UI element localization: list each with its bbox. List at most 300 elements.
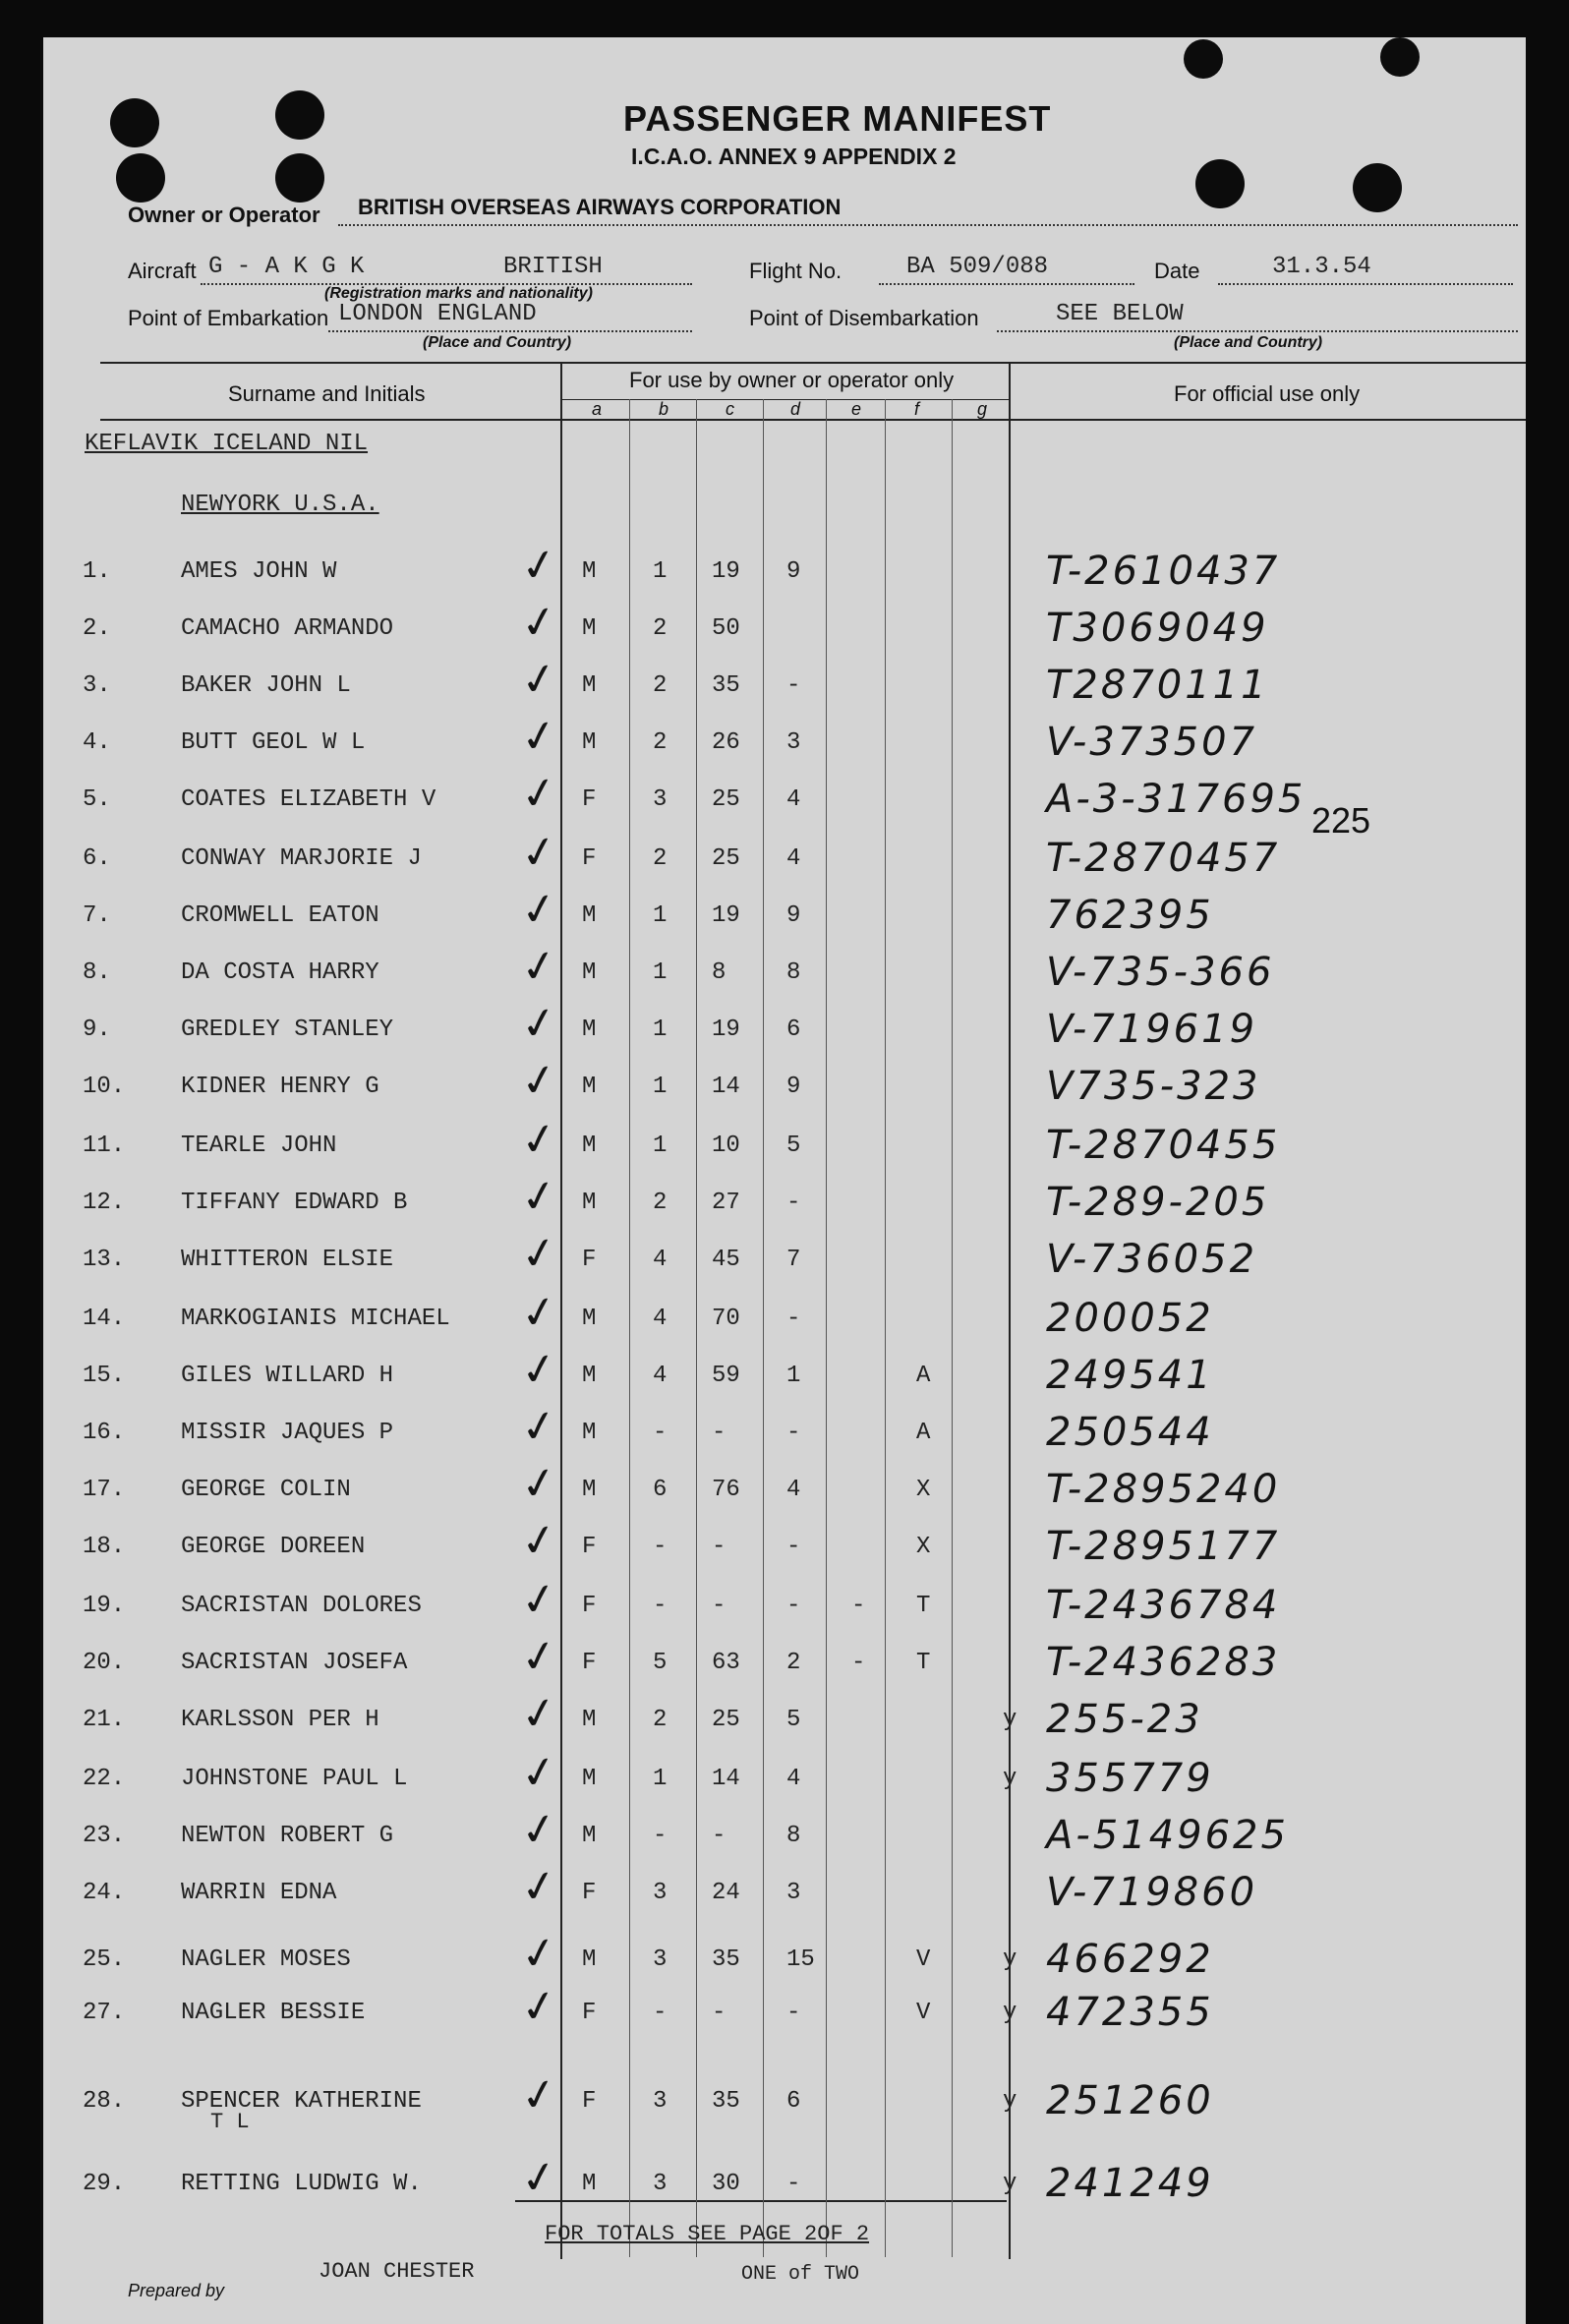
- checkmark-icon: ✓: [516, 1285, 562, 1341]
- col-d-value: 4: [786, 786, 801, 813]
- row-number: 3.: [83, 672, 111, 699]
- col-c-value: 10: [712, 1133, 740, 1159]
- table-row: [43, 939, 1526, 999]
- table-row: [43, 1513, 1526, 1573]
- checkmark-icon: ✓: [516, 538, 562, 594]
- passenger-name: NAGLER BESSIE: [181, 2000, 366, 2026]
- official-number: A-3-317695: [1046, 777, 1307, 822]
- col-d-value: -: [786, 2000, 801, 2026]
- passenger-name: GEORGE DOREEN: [181, 1534, 366, 1560]
- col-a-sex: M: [582, 1823, 597, 1849]
- disembarkation-note: (Place and Country): [1174, 334, 1323, 351]
- flight-number: BA 509/088: [906, 254, 1049, 280]
- date-value: 31.3.54: [1272, 254, 1371, 280]
- table-row: [43, 1112, 1526, 1172]
- col-a-sex: M: [582, 2171, 597, 2197]
- checkmark-icon: ✓: [516, 1342, 562, 1398]
- official-number: T-2895240: [1046, 1467, 1281, 1512]
- official-number: T-2436784: [1046, 1583, 1281, 1628]
- col-b-value: 1: [653, 1074, 668, 1100]
- checkmark-icon: ✓: [516, 2150, 562, 2206]
- section-newyork: NEWYORK U.S.A.: [181, 492, 379, 518]
- col-f-value: V: [916, 2000, 931, 2026]
- col-c-value: 35: [712, 672, 740, 699]
- table-row: [43, 1859, 1526, 1919]
- official-number: V-735-366: [1046, 950, 1275, 995]
- col-a-sex: F: [582, 1880, 597, 1906]
- checkmark-icon: ✓: [516, 1926, 562, 1982]
- table-row: [43, 709, 1526, 769]
- col-b-value: 5: [653, 1650, 668, 1676]
- col-a-sex: F: [582, 786, 597, 813]
- table-row: [43, 1979, 1526, 2039]
- checkmark-icon: ✓: [516, 1859, 562, 1915]
- col-a-sex: M: [582, 902, 597, 929]
- passenger-name: NAGLER MOSES: [181, 1946, 351, 1973]
- official-number: T-2870455: [1046, 1123, 1281, 1168]
- col-c-value: 19: [712, 902, 740, 929]
- col-e-value: -: [851, 1593, 866, 1619]
- passenger-name: KARLSSON PER H: [181, 1707, 379, 1733]
- col-b-value: -: [653, 1593, 668, 1619]
- table-row: [43, 766, 1526, 826]
- owner-label: Owner or Operator: [128, 203, 320, 227]
- col-c-value: 19: [712, 558, 740, 585]
- checkmark-icon: ✓: [516, 1629, 562, 1685]
- col-c-value: 59: [712, 1363, 740, 1389]
- col-b-value: 2: [653, 1707, 668, 1733]
- col-b-value: 3: [653, 1880, 668, 1906]
- owner-underline: [338, 224, 1518, 226]
- totals-note: FOR TOTALS SEE PAGE 2OF 2: [545, 2222, 870, 2246]
- col-b-value: 6: [653, 1477, 668, 1503]
- page-subtitle: I.C.A.O. ANNEX 9 APPENDIX 2: [631, 144, 957, 169]
- punch-hole: [1184, 39, 1223, 79]
- checkmark-icon: ✓: [516, 1112, 562, 1168]
- table-row: [43, 1456, 1526, 1516]
- official-number: V-719860: [1046, 1870, 1258, 1915]
- col-a-sex: F: [582, 2088, 597, 2115]
- col-d-value: 1: [786, 1363, 801, 1389]
- prepared-value: JOAN CHESTER: [319, 2259, 475, 2284]
- col-d-value: 4: [786, 845, 801, 872]
- row-number: 21.: [83, 1707, 126, 1733]
- col-b-value: 1: [653, 1017, 668, 1043]
- col-f-value: T: [916, 1593, 931, 1619]
- col-a-sex: M: [582, 615, 597, 642]
- punch-hole: [275, 153, 324, 203]
- col-owner-header: For use by owner or operator only: [629, 368, 955, 392]
- col-c-value: -: [712, 2000, 726, 2026]
- checkmark-icon: ✓: [516, 996, 562, 1052]
- section-keflavik: KEFLAVIK ICELAND NIL: [85, 431, 369, 457]
- flight-label: Flight No.: [749, 259, 843, 283]
- col-official-header: For official use only: [1174, 381, 1361, 406]
- table-header-rule: [100, 419, 1526, 421]
- aircraft-registration: G - A K G K: [208, 254, 365, 280]
- passenger-name: CONWAY MARJORIE J: [181, 845, 422, 872]
- col-a-sex: F: [582, 845, 597, 872]
- official-number: V-719619: [1046, 1007, 1258, 1052]
- col-d-value: 6: [786, 2088, 801, 2115]
- col-a-sex: M: [582, 1133, 597, 1159]
- passenger-name: GILES WILLARD H: [181, 1363, 394, 1389]
- owner-value: BRITISH OVERSEAS AIRWAYS CORPORATION: [358, 195, 842, 219]
- row-number: 6.: [83, 845, 111, 872]
- col-a-sex: F: [582, 1247, 597, 1273]
- col-f-value: V: [916, 1946, 931, 1973]
- col-d-value: -: [786, 672, 801, 699]
- row-number: 10.: [83, 1074, 126, 1100]
- checkmark-icon: ✓: [516, 1686, 562, 1742]
- col-b-value: 2: [653, 672, 668, 699]
- passenger-name: CAMACHO ARMANDO: [181, 615, 394, 642]
- row-number: 29.: [83, 2171, 126, 2197]
- passenger-name: BAKER JOHN L: [181, 672, 351, 699]
- col-f-value: T: [916, 1650, 931, 1676]
- col-c-value: 45: [712, 1247, 740, 1273]
- table-row: [43, 1686, 1526, 1746]
- col-f-value: X: [916, 1477, 931, 1503]
- page-number: ONE of TWO: [741, 2263, 860, 2286]
- col-d-value: 4: [786, 1766, 801, 1792]
- col-g-value: y: [1003, 1946, 1017, 1973]
- col-b-value: -: [653, 2000, 668, 2026]
- row-number: 28.: [83, 2088, 126, 2115]
- col-a-sex: F: [582, 2000, 597, 2026]
- row-number: 15.: [83, 1363, 126, 1389]
- embarkation-label: Point of Embarkation: [128, 306, 329, 330]
- aircraft-nationality: BRITISH: [503, 254, 603, 280]
- table-row: [43, 1572, 1526, 1632]
- passenger-name: NEWTON ROBERT G: [181, 1823, 394, 1849]
- col-c-value: -: [712, 1534, 726, 1560]
- subcol-c: c: [726, 399, 734, 419]
- subcol-a: a: [592, 399, 603, 419]
- table-row: [43, 1399, 1526, 1459]
- col-a-sex: M: [582, 1946, 597, 1973]
- passenger-name: SPENCER KATHERINE: [181, 2088, 422, 2115]
- official-number: 251260: [1046, 2078, 1214, 2123]
- col-f-value: A: [916, 1420, 931, 1446]
- col-c-value: 35: [712, 1946, 740, 1973]
- passenger-name: COATES ELIZABETH V: [181, 786, 436, 813]
- checkmark-icon: ✓: [516, 825, 562, 881]
- subcol-g: g: [977, 399, 988, 419]
- col-c-value: 19: [712, 1017, 740, 1043]
- flight-underline: [879, 283, 1134, 285]
- passenger-name: AMES JOHN W: [181, 558, 337, 585]
- passenger-name: MARKOGIANIS MICHAEL: [181, 1306, 450, 1332]
- col-d-value: 15: [786, 1946, 815, 1973]
- checkmark-icon: ✓: [516, 1399, 562, 1455]
- table-row: [43, 1226, 1526, 1286]
- official-number: T-2436283: [1046, 1640, 1281, 1685]
- col-c-value: 70: [712, 1306, 740, 1332]
- col-c-value: 26: [712, 729, 740, 756]
- col-d-value: -: [786, 1190, 801, 1216]
- row-number: 25.: [83, 1946, 126, 1973]
- col-d-value: -: [786, 1420, 801, 1446]
- disembarkation-label: Point of Disembarkation: [749, 306, 979, 330]
- col-c-value: -: [712, 1593, 726, 1619]
- aircraft-label: Aircraft: [128, 259, 197, 283]
- col-a-sex: M: [582, 1017, 597, 1043]
- row-number: 14.: [83, 1306, 126, 1332]
- col-c-value: -: [712, 1823, 726, 1849]
- punch-hole: [1380, 37, 1420, 77]
- col-g-value: y: [1003, 2171, 1017, 2197]
- row-number: 13.: [83, 1247, 126, 1273]
- official-number: T-2870457: [1046, 836, 1281, 881]
- table-row: [43, 1342, 1526, 1402]
- passenger-name: CROMWELL EATON: [181, 902, 379, 929]
- col-d-value: 3: [786, 729, 801, 756]
- row-number: 2.: [83, 615, 111, 642]
- table-row: [43, 1802, 1526, 1862]
- table-row: [43, 595, 1526, 655]
- disembarkation-value: SEE BELOW: [1056, 301, 1184, 327]
- embarkation-value: LONDON ENGLAND: [338, 301, 537, 327]
- table-row: [43, 996, 1526, 1056]
- col-d-value: -: [786, 1306, 801, 1332]
- col-b-value: 2: [653, 729, 668, 756]
- col-b-value: 3: [653, 1946, 668, 1973]
- col-d-value: 8: [786, 1823, 801, 1849]
- row-number: 27.: [83, 2000, 126, 2026]
- checkmark-icon: ✓: [516, 1226, 562, 1282]
- row-number: 23.: [83, 1823, 126, 1849]
- col-a-sex: M: [582, 1766, 597, 1792]
- col-d-value: -: [786, 2171, 801, 2197]
- prepared-label: Prepared by: [128, 2281, 225, 2300]
- marginal-note: 225: [1311, 800, 1371, 841]
- col-b-value: 1: [653, 959, 668, 986]
- col-d-value: -: [786, 1593, 801, 1619]
- row28-initials: T L: [210, 2110, 250, 2134]
- col-d-value: -: [786, 1534, 801, 1560]
- punch-hole: [1195, 159, 1245, 208]
- checkmark-icon: ✓: [516, 2067, 562, 2123]
- checkmark-icon: ✓: [516, 766, 562, 822]
- official-number: T3069049: [1046, 606, 1269, 651]
- official-number: T-2610437: [1046, 549, 1281, 594]
- row-number: 1.: [83, 558, 111, 585]
- col-f-value: A: [916, 1363, 931, 1389]
- official-number: A-5149625: [1046, 1813, 1289, 1858]
- official-number: V735-323: [1046, 1064, 1261, 1109]
- subcol-rule: [560, 399, 1009, 400]
- official-number: T-289-205: [1046, 1180, 1270, 1225]
- col-b-value: -: [653, 1823, 668, 1849]
- official-number: 355779: [1046, 1756, 1214, 1801]
- official-number: V-373507: [1046, 720, 1258, 765]
- official-number: 249541: [1046, 1353, 1214, 1398]
- checkmark-icon: ✓: [516, 709, 562, 765]
- col-b-value: 4: [653, 1247, 668, 1273]
- table-row: [43, 538, 1526, 598]
- col-a-sex: M: [582, 1707, 597, 1733]
- row-number: 4.: [83, 729, 111, 756]
- col-e-value: -: [851, 1650, 866, 1676]
- checkmark-icon: ✓: [516, 1513, 562, 1569]
- col-d-value: 5: [786, 1133, 801, 1159]
- col-a-sex: M: [582, 672, 597, 699]
- col-c-value: 76: [712, 1477, 740, 1503]
- date-underline: [1218, 283, 1513, 285]
- table-row: [43, 652, 1526, 712]
- checkmark-icon: ✓: [516, 1979, 562, 2035]
- col-c-value: 8: [712, 959, 726, 986]
- table-row: [43, 2067, 1526, 2127]
- checkmark-icon: ✓: [516, 1456, 562, 1512]
- punch-hole: [116, 153, 165, 203]
- col-surname-header: Surname and Initials: [228, 381, 426, 406]
- col-d-value: 4: [786, 1477, 801, 1503]
- checkmark-icon: ✓: [516, 1169, 562, 1225]
- checkmark-icon: ✓: [516, 939, 562, 995]
- col-b-value: 3: [653, 2171, 668, 2197]
- row-number: 24.: [83, 1880, 126, 1906]
- table-row: [43, 1053, 1526, 1113]
- col-b-value: 2: [653, 845, 668, 872]
- manifest-sheet: [43, 37, 1526, 2324]
- col-d-value: 9: [786, 558, 801, 585]
- col-a-sex: M: [582, 729, 597, 756]
- official-number: V-736052: [1046, 1237, 1258, 1282]
- col-d-value: 9: [786, 902, 801, 929]
- row-number: 17.: [83, 1477, 126, 1503]
- col-a-sex: F: [582, 1534, 597, 1560]
- official-number: 241249: [1046, 2161, 1214, 2206]
- col-d-value: 8: [786, 959, 801, 986]
- official-number: 255-23: [1046, 1697, 1203, 1742]
- passenger-name: DA COSTA HARRY: [181, 959, 379, 986]
- table-row: [43, 825, 1526, 885]
- subcol-e: e: [851, 399, 862, 419]
- official-number: 200052: [1046, 1296, 1214, 1341]
- official-number: T2870111: [1046, 663, 1269, 708]
- col-d-value: 5: [786, 1707, 801, 1733]
- col-c-value: 25: [712, 786, 740, 813]
- passenger-name: JOHNSTONE PAUL L: [181, 1766, 408, 1792]
- col-a-sex: M: [582, 1190, 597, 1216]
- col-c-value: 35: [712, 2088, 740, 2115]
- col-c-value: 25: [712, 1707, 740, 1733]
- table-row: [43, 1629, 1526, 1689]
- col-a-sex: M: [582, 1420, 597, 1446]
- official-number: 250544: [1046, 1410, 1214, 1455]
- passenger-name: RETTING LUDWIG W.: [181, 2171, 422, 2197]
- punch-hole: [1353, 163, 1402, 212]
- col-c-value: 14: [712, 1766, 740, 1792]
- col-b-value: 1: [653, 1766, 668, 1792]
- col-a-sex: M: [582, 1074, 597, 1100]
- checkmark-icon: ✓: [516, 1572, 562, 1628]
- passenger-name: SACRISTAN DOLORES: [181, 1593, 422, 1619]
- col-g-value: y: [1003, 2000, 1017, 2026]
- passenger-name: GEORGE COLIN: [181, 1477, 351, 1503]
- col-c-value: 14: [712, 1074, 740, 1100]
- passenger-name: TIFFANY EDWARD B: [181, 1190, 408, 1216]
- col-a-sex: M: [582, 1477, 597, 1503]
- row-number: 5.: [83, 786, 111, 813]
- row-number: 18.: [83, 1534, 126, 1560]
- col-f-value: X: [916, 1534, 931, 1560]
- col-a-sex: F: [582, 1650, 597, 1676]
- col-a-sex: M: [582, 959, 597, 986]
- passenger-name: WHITTERON ELSIE: [181, 1247, 394, 1273]
- col-d-value: 6: [786, 1017, 801, 1043]
- official-number: 762395: [1046, 893, 1214, 938]
- col-g-value: y: [1003, 2088, 1017, 2115]
- row-number: 8.: [83, 959, 111, 986]
- official-number: T-2895177: [1046, 1524, 1281, 1569]
- passenger-name: BUTT GEOL W L: [181, 729, 366, 756]
- table-row: [43, 1169, 1526, 1229]
- subcol-b: b: [659, 399, 669, 419]
- col-g-value: y: [1003, 1707, 1017, 1733]
- official-number: 472355: [1046, 1990, 1214, 2035]
- col-b-value: 3: [653, 786, 668, 813]
- table-row: [43, 1926, 1526, 1986]
- col-c-value: 27: [712, 1190, 740, 1216]
- col-b-value: 1: [653, 902, 668, 929]
- col-b-value: 4: [653, 1306, 668, 1332]
- col-b-value: 3: [653, 2088, 668, 2115]
- disembarkation-underline: [997, 330, 1518, 332]
- row-number: 11.: [83, 1133, 126, 1159]
- passenger-name: WARRIN EDNA: [181, 1880, 337, 1906]
- date-label: Date: [1154, 259, 1200, 283]
- table-row: [43, 1285, 1526, 1345]
- row-number: 22.: [83, 1766, 126, 1792]
- passenger-name: SACRISTAN JOSEFA: [181, 1650, 408, 1676]
- embarkation-note: (Place and Country): [423, 334, 572, 351]
- passenger-name: KIDNER HENRY G: [181, 1074, 379, 1100]
- col-c-value: 25: [712, 845, 740, 872]
- col-d-value: 2: [786, 1650, 801, 1676]
- col-b-value: 4: [653, 1363, 668, 1389]
- checkmark-icon: ✓: [516, 882, 562, 938]
- col-d-value: 9: [786, 1074, 801, 1100]
- row-number: 20.: [83, 1650, 126, 1676]
- table-top-rule: [100, 362, 1526, 364]
- col-a-sex: M: [582, 1363, 597, 1389]
- col-c-value: 50: [712, 615, 740, 642]
- col-d-value: 3: [786, 1880, 801, 1906]
- col-a-sex: M: [582, 1306, 597, 1332]
- subcol-d: d: [790, 399, 801, 419]
- registration-note: (Registration marks and nationality): [324, 285, 593, 302]
- col-b-value: 2: [653, 615, 668, 642]
- row-number: 19.: [83, 1593, 126, 1619]
- row-number: 16.: [83, 1420, 126, 1446]
- col-c-value: 30: [712, 2171, 740, 2197]
- checkmark-icon: ✓: [516, 1802, 562, 1858]
- row-number: 7.: [83, 902, 111, 929]
- passenger-name: GREDLEY STANLEY: [181, 1017, 394, 1043]
- col-b-value: -: [653, 1420, 668, 1446]
- table-row: [43, 882, 1526, 942]
- col-b-value: -: [653, 1534, 668, 1560]
- checkmark-icon: ✓: [516, 1053, 562, 1109]
- passenger-name: TEARLE JOHN: [181, 1133, 337, 1159]
- col-b-value: 1: [653, 558, 668, 585]
- page-title: PASSENGER MANIFEST: [623, 98, 1052, 139]
- col-c-value: 63: [712, 1650, 740, 1676]
- col-b-value: 2: [653, 1190, 668, 1216]
